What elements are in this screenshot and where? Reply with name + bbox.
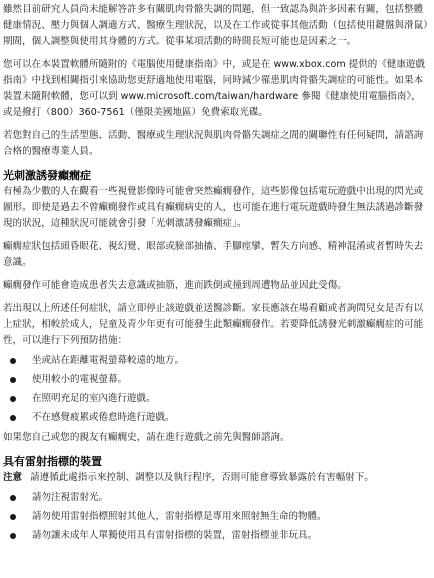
list-item-text: 請勿注視雷射光。: [32, 492, 109, 503]
list-item: [3, 528, 430, 544]
epilepsy-paragraph-4: 若出現以上所述任何症狀，請立即停止該遊戲並送醫診斷。家長應該在場看顧或者詢問兒女是否有以上症狀，相較於成人，兒童及青少年更有可能發生此類癲癇發作。若要降低誘發光刺激癲癇症的可能性，可以進行下列預防措施：: [3, 303, 424, 346]
list-item: [3, 353, 430, 369]
list-item: [3, 372, 430, 388]
intro-paragraph-2: 您可以在本裝置軟體所隨附的《電腦使用健康指南》中，或是在 www.xbox.com 提供的《健康遊戲指南》中找到相關指引來協助您更舒適地使用電腦，同時減少罹患肌肉骨骼失調症的可能性。如果本裝置未隨附軟體，您可以到 www.microsoft.com/taiwan/hardware 參閱《健康使用電腦指南》，或是撥打（800）360-7561（僅限美國地區）免費索取光碟。: [3, 59, 426, 118]
epilepsy-paragraph-5: 如果您自己或您的親友有癲癇史，請在進行遊戲之前先與醫師諮詢。: [3, 432, 290, 443]
bullet-icon: [10, 415, 16, 421]
laser-note: [3, 470, 430, 486]
list-item: [3, 490, 430, 506]
list-item-text: 坐或站在距離電視螢幕較遠的地方。: [32, 355, 185, 366]
note-label: 注意: [3, 472, 23, 483]
list-item-text: 不在感覺疲累或倦怠時進行遊戲。: [32, 412, 175, 423]
bullet-icon: [10, 377, 16, 383]
laser-heading: 具有雷射指標的裝置: [3, 455, 102, 468]
list-item-text: 在照明充足的室內進行遊戲。: [32, 393, 156, 404]
intro-paragraph-1: 雖然目前研究人員尚未能解答許多有關肌肉骨骼失調的問題，但一致認為與許多因素有關，包括整體健康情況、壓力與個人調適方式、醫療生理狀況，以及在工作或從事其他活動（包括使用鍵盤與滑鼠）期間，個人調整與使用其身體的方式。從事某項活動的時間長短可能也是因素之一。: [3, 4, 429, 47]
list-item-text: 請勿使用雷射指標照射其他人，雷射指標是專用來照射無生命的物體。: [32, 511, 327, 522]
note-text: 請遵循此處指示來控制、調整以及執行程序，否則可能會導致暴露於有害輻射下。: [30, 472, 374, 483]
epilepsy-paragraph-2: 癲癇症狀包括頭昏眼花、視幻覺、眼部或臉部抽搐、手腳痙攣、暫失方向感、精神混淆或者暫時失去意識。: [3, 241, 424, 268]
laser-list: [3, 490, 430, 544]
bullet-icon: [10, 396, 16, 402]
list-item: [3, 391, 430, 407]
precaution-list: [3, 353, 430, 426]
bullet-icon: [10, 358, 16, 364]
bullet-icon: [10, 533, 16, 539]
epilepsy-heading: 光刺激誘發癲癇症: [3, 169, 91, 182]
list-item: [3, 410, 430, 426]
epilepsy-paragraph-3: 癲癇發作可能會造成患者失去意識或抽筋，進而跌倒或撞到周遭物品並因此受傷。: [3, 280, 347, 291]
intro-paragraph-3: 若您對自己的生活型態、活動、醫療或生理狀況與肌肉骨骼失調症之間的關聯性有任何疑問，請諮詢合格的醫療專業人員。: [3, 130, 424, 157]
list-item-text: 使用較小的電視螢幕。: [32, 374, 128, 385]
list-item-text: 請勿讓未成年人單獨使用具有雷射指標的裝置，雷射指標並非玩具。: [32, 530, 318, 541]
bullet-icon: [10, 514, 16, 520]
list-item: [3, 509, 430, 525]
bullet-icon: [10, 495, 16, 501]
epilepsy-paragraph-1: 有極為少數的人在觀看一些視覺影像時可能會突然癲癇發作，這些影像包括電玩遊戲中出現的閃光或圖形。即使是過去不曾癲癇發作或具有癲癇病史的人，也可能在進行電玩遊戲時發生無法誘過診斷發現的狀況，這種狀況可能就會引發「光刺激誘發癲癇症」。: [3, 186, 424, 229]
